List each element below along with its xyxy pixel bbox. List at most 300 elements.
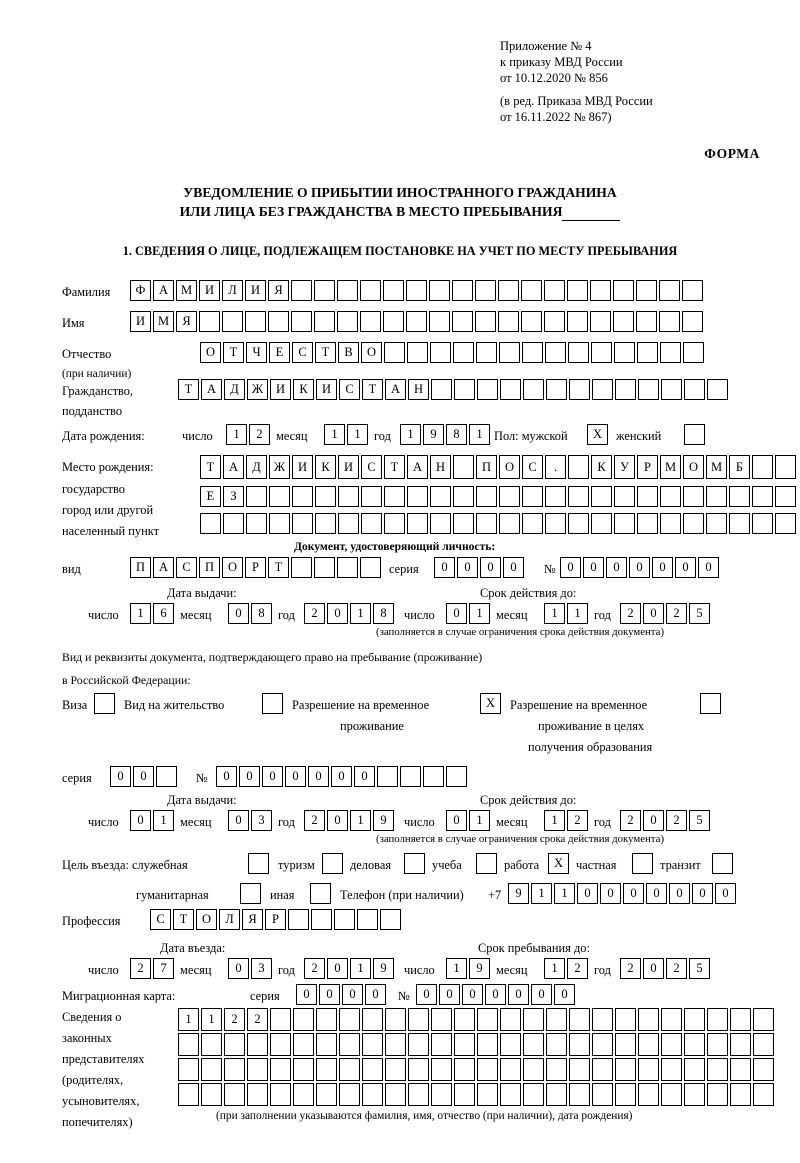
- char-cell[interactable]: [523, 379, 544, 400]
- char-cell[interactable]: Ж: [247, 379, 268, 400]
- char-cell[interactable]: [522, 513, 543, 534]
- char-cell[interactable]: [178, 1058, 199, 1081]
- char-cell[interactable]: [429, 311, 450, 332]
- char-cell[interactable]: [322, 853, 343, 874]
- field-doc-seriya[interactable]: [434, 557, 524, 578]
- field-doc-vid[interactable]: [130, 557, 381, 578]
- field-doc-valid-year[interactable]: [620, 603, 710, 624]
- char-cell[interactable]: [613, 280, 634, 301]
- char-cell[interactable]: 1: [469, 603, 490, 624]
- char-cell[interactable]: [452, 280, 473, 301]
- char-cell[interactable]: [404, 853, 425, 874]
- char-cell[interactable]: [384, 342, 405, 363]
- char-cell[interactable]: [476, 342, 497, 363]
- char-cell[interactable]: К: [315, 455, 336, 479]
- char-cell[interactable]: Т: [268, 557, 289, 578]
- char-cell[interactable]: .: [545, 455, 566, 479]
- char-cell[interactable]: 0: [643, 810, 664, 831]
- char-cell[interactable]: [316, 1058, 337, 1081]
- char-cell[interactable]: 5: [689, 603, 710, 624]
- char-cell[interactable]: 2: [620, 603, 641, 624]
- char-cell[interactable]: [775, 486, 796, 507]
- char-cell[interactable]: [661, 1083, 682, 1106]
- char-cell[interactable]: [362, 1083, 383, 1106]
- char-cell[interactable]: [377, 766, 398, 787]
- char-cell[interactable]: [314, 280, 335, 301]
- char-cell[interactable]: [567, 311, 588, 332]
- char-cell[interactable]: [269, 486, 290, 507]
- char-cell[interactable]: 0: [239, 766, 260, 787]
- field-birth-year[interactable]: [400, 424, 490, 445]
- char-cell[interactable]: [334, 909, 355, 930]
- checkbox-rvp-obr[interactable]: [700, 693, 721, 714]
- char-cell[interactable]: О: [683, 455, 704, 479]
- char-cell[interactable]: [454, 1083, 475, 1106]
- char-cell[interactable]: 0: [228, 958, 249, 979]
- char-cell[interactable]: К: [591, 455, 612, 479]
- char-cell[interactable]: [498, 280, 519, 301]
- char-cell[interactable]: [316, 1083, 337, 1106]
- char-cell[interactable]: Д: [246, 455, 267, 479]
- char-cell[interactable]: У: [614, 455, 635, 479]
- char-cell[interactable]: А: [385, 379, 406, 400]
- char-cell[interactable]: [246, 486, 267, 507]
- char-cell[interactable]: 2: [224, 1008, 245, 1031]
- char-cell[interactable]: [521, 280, 542, 301]
- char-cell[interactable]: Р: [265, 909, 286, 930]
- char-cell[interactable]: Ч: [246, 342, 267, 363]
- char-cell[interactable]: [362, 1033, 383, 1056]
- field-mk-nomer[interactable]: [416, 984, 575, 1005]
- char-cell[interactable]: [339, 1058, 360, 1081]
- char-cell[interactable]: [408, 1058, 429, 1081]
- char-cell[interactable]: [591, 513, 612, 534]
- field-grazhdanstvo[interactable]: [178, 379, 728, 400]
- char-cell[interactable]: С: [292, 342, 313, 363]
- char-cell[interactable]: С: [361, 455, 382, 479]
- char-cell[interactable]: [178, 1033, 199, 1056]
- field-representatives-line2[interactable]: [178, 1033, 774, 1056]
- field-birthplace-line3[interactable]: [200, 513, 796, 534]
- char-cell[interactable]: 0: [652, 557, 673, 578]
- char-cell[interactable]: Б: [729, 455, 750, 479]
- char-cell[interactable]: [682, 280, 703, 301]
- char-cell[interactable]: 0: [130, 810, 151, 831]
- char-cell[interactable]: [569, 1058, 590, 1081]
- char-cell[interactable]: [546, 1033, 567, 1056]
- char-cell[interactable]: 0: [646, 883, 667, 904]
- char-cell[interactable]: [247, 1058, 268, 1081]
- char-cell[interactable]: Е: [269, 342, 290, 363]
- char-cell[interactable]: [707, 1033, 728, 1056]
- char-cell[interactable]: 0: [262, 766, 283, 787]
- char-cell[interactable]: [730, 1008, 751, 1031]
- char-cell[interactable]: М: [176, 280, 197, 301]
- char-cell[interactable]: Я: [176, 311, 197, 332]
- char-cell[interactable]: М: [153, 311, 174, 332]
- char-cell[interactable]: 2: [304, 810, 325, 831]
- char-cell[interactable]: [775, 513, 796, 534]
- char-cell[interactable]: [682, 311, 703, 332]
- char-cell[interactable]: [430, 342, 451, 363]
- char-cell[interactable]: 2: [666, 810, 687, 831]
- char-cell[interactable]: [569, 1033, 590, 1056]
- char-cell[interactable]: [706, 486, 727, 507]
- char-cell[interactable]: [546, 1083, 567, 1106]
- char-cell[interactable]: [499, 486, 520, 507]
- char-cell[interactable]: А: [201, 379, 222, 400]
- char-cell[interactable]: [636, 280, 657, 301]
- char-cell[interactable]: [310, 883, 331, 904]
- char-cell[interactable]: 1: [350, 810, 371, 831]
- char-cell[interactable]: Л: [219, 909, 240, 930]
- char-cell[interactable]: О: [200, 342, 221, 363]
- field-doc-valid-month[interactable]: [544, 603, 588, 624]
- char-cell[interactable]: 0: [327, 603, 348, 624]
- char-cell[interactable]: 0: [480, 557, 501, 578]
- char-cell[interactable]: [337, 280, 358, 301]
- char-cell[interactable]: [201, 1033, 222, 1056]
- char-cell[interactable]: 1: [226, 424, 247, 445]
- char-cell[interactable]: [339, 1033, 360, 1056]
- char-cell[interactable]: 1: [469, 424, 490, 445]
- char-cell[interactable]: [337, 311, 358, 332]
- char-cell[interactable]: [613, 311, 634, 332]
- char-cell[interactable]: [545, 342, 566, 363]
- char-cell[interactable]: [407, 513, 428, 534]
- field-perm-seriya[interactable]: [110, 766, 177, 787]
- char-cell[interactable]: 0: [531, 984, 552, 1005]
- field-perm-nomer[interactable]: [216, 766, 467, 787]
- char-cell[interactable]: [380, 909, 401, 930]
- char-cell[interactable]: [591, 342, 612, 363]
- char-cell[interactable]: [659, 311, 680, 332]
- char-cell[interactable]: 0: [133, 766, 154, 787]
- char-cell[interactable]: А: [407, 455, 428, 479]
- char-cell[interactable]: [315, 486, 336, 507]
- char-cell[interactable]: [521, 311, 542, 332]
- char-cell[interactable]: [661, 1033, 682, 1056]
- char-cell[interactable]: [224, 1083, 245, 1106]
- char-cell[interactable]: [569, 1008, 590, 1031]
- char-cell[interactable]: [338, 513, 359, 534]
- char-cell[interactable]: [712, 853, 733, 874]
- char-cell[interactable]: 1: [350, 603, 371, 624]
- char-cell[interactable]: [314, 311, 335, 332]
- char-cell[interactable]: [569, 379, 590, 400]
- char-cell[interactable]: [362, 1008, 383, 1031]
- char-cell[interactable]: [454, 379, 475, 400]
- char-cell[interactable]: 1: [400, 424, 421, 445]
- char-cell[interactable]: [592, 1058, 613, 1081]
- char-cell[interactable]: 1: [544, 603, 565, 624]
- checkbox-purpose-delovaya[interactable]: [404, 853, 425, 874]
- char-cell[interactable]: 0: [327, 810, 348, 831]
- char-cell[interactable]: [199, 311, 220, 332]
- char-cell[interactable]: [700, 693, 721, 714]
- char-cell[interactable]: 0: [462, 984, 483, 1005]
- char-cell[interactable]: 2: [249, 424, 270, 445]
- char-cell[interactable]: [385, 1058, 406, 1081]
- char-cell[interactable]: Т: [315, 342, 336, 363]
- char-cell[interactable]: [636, 311, 657, 332]
- char-cell[interactable]: 2: [620, 810, 641, 831]
- char-cell[interactable]: Ф: [130, 280, 151, 301]
- char-cell[interactable]: [476, 513, 497, 534]
- char-cell[interactable]: 2: [567, 810, 588, 831]
- char-cell[interactable]: 2: [620, 958, 641, 979]
- char-cell[interactable]: Т: [200, 455, 221, 479]
- char-cell[interactable]: [475, 311, 496, 332]
- char-cell[interactable]: [431, 1033, 452, 1056]
- char-cell[interactable]: [454, 1008, 475, 1031]
- field-birthplace-line1[interactable]: [200, 455, 796, 479]
- field-perm-valid-day[interactable]: [446, 810, 490, 831]
- char-cell[interactable]: 2: [666, 603, 687, 624]
- char-cell[interactable]: [591, 486, 612, 507]
- field-entry-year[interactable]: [304, 958, 394, 979]
- char-cell[interactable]: 0: [446, 810, 467, 831]
- char-cell[interactable]: [568, 486, 589, 507]
- char-cell[interactable]: [753, 1058, 774, 1081]
- char-cell[interactable]: [288, 909, 309, 930]
- char-cell[interactable]: 0: [508, 984, 529, 1005]
- char-cell[interactable]: [590, 311, 611, 332]
- char-cell[interactable]: [247, 1083, 268, 1106]
- char-cell[interactable]: 9: [423, 424, 444, 445]
- char-cell[interactable]: 0: [308, 766, 329, 787]
- char-cell[interactable]: [431, 379, 452, 400]
- char-cell[interactable]: [430, 486, 451, 507]
- char-cell[interactable]: А: [223, 455, 244, 479]
- char-cell[interactable]: 0: [457, 557, 478, 578]
- char-cell[interactable]: [615, 379, 636, 400]
- char-cell[interactable]: К: [293, 379, 314, 400]
- char-cell[interactable]: [661, 379, 682, 400]
- char-cell[interactable]: [498, 311, 519, 332]
- char-cell[interactable]: [660, 342, 681, 363]
- char-cell[interactable]: [223, 513, 244, 534]
- char-cell[interactable]: X: [480, 693, 501, 714]
- field-stay-day[interactable]: [446, 958, 490, 979]
- char-cell[interactable]: Л: [222, 280, 243, 301]
- char-cell[interactable]: [406, 311, 427, 332]
- char-cell[interactable]: [614, 486, 635, 507]
- char-cell[interactable]: 9: [508, 883, 529, 904]
- char-cell[interactable]: 1: [324, 424, 345, 445]
- char-cell[interactable]: [316, 1033, 337, 1056]
- char-cell[interactable]: 1: [469, 810, 490, 831]
- char-cell[interactable]: Р: [245, 557, 266, 578]
- char-cell[interactable]: [245, 311, 266, 332]
- char-cell[interactable]: 3: [251, 810, 272, 831]
- char-cell[interactable]: [338, 486, 359, 507]
- char-cell[interactable]: [453, 342, 474, 363]
- char-cell[interactable]: [383, 311, 404, 332]
- char-cell[interactable]: 3: [251, 958, 272, 979]
- char-cell[interactable]: [431, 1083, 452, 1106]
- char-cell[interactable]: Я: [268, 280, 289, 301]
- field-representatives-line3[interactable]: [178, 1058, 774, 1081]
- char-cell[interactable]: С: [176, 557, 197, 578]
- char-cell[interactable]: [384, 486, 405, 507]
- char-cell[interactable]: 0: [446, 603, 467, 624]
- char-cell[interactable]: [477, 1083, 498, 1106]
- char-cell[interactable]: [222, 311, 243, 332]
- field-doc-valid-day[interactable]: [446, 603, 490, 624]
- char-cell[interactable]: 0: [503, 557, 524, 578]
- char-cell[interactable]: [638, 379, 659, 400]
- char-cell[interactable]: [500, 1033, 521, 1056]
- char-cell[interactable]: X: [548, 853, 569, 874]
- char-cell[interactable]: 0: [342, 984, 363, 1005]
- char-cell[interactable]: [360, 280, 381, 301]
- field-imya[interactable]: [130, 311, 703, 332]
- char-cell[interactable]: [614, 513, 635, 534]
- char-cell[interactable]: [753, 1083, 774, 1106]
- char-cell[interactable]: Т: [178, 379, 199, 400]
- char-cell[interactable]: И: [245, 280, 266, 301]
- char-cell[interactable]: П: [130, 557, 151, 578]
- char-cell[interactable]: 0: [554, 984, 575, 1005]
- char-cell[interactable]: [684, 379, 705, 400]
- char-cell[interactable]: [293, 1058, 314, 1081]
- char-cell[interactable]: 1: [178, 1008, 199, 1031]
- field-professiya[interactable]: [150, 909, 401, 930]
- char-cell[interactable]: [357, 909, 378, 930]
- char-cell[interactable]: [544, 280, 565, 301]
- char-cell[interactable]: 0: [110, 766, 131, 787]
- char-cell[interactable]: И: [338, 455, 359, 479]
- char-cell[interactable]: И: [199, 280, 220, 301]
- char-cell[interactable]: 1: [531, 883, 552, 904]
- char-cell[interactable]: И: [270, 379, 291, 400]
- char-cell[interactable]: [431, 1008, 452, 1031]
- char-cell[interactable]: 1: [544, 810, 565, 831]
- checkbox-purpose-rabota[interactable]: [548, 853, 569, 874]
- char-cell[interactable]: 1: [544, 958, 565, 979]
- char-cell[interactable]: [291, 280, 312, 301]
- char-cell[interactable]: [269, 513, 290, 534]
- char-cell[interactable]: [361, 513, 382, 534]
- char-cell[interactable]: Е: [200, 486, 221, 507]
- char-cell[interactable]: [292, 513, 313, 534]
- char-cell[interactable]: 0: [216, 766, 237, 787]
- char-cell[interactable]: 1: [201, 1008, 222, 1031]
- char-cell[interactable]: [592, 379, 613, 400]
- char-cell[interactable]: [360, 311, 381, 332]
- char-cell[interactable]: [475, 280, 496, 301]
- char-cell[interactable]: [293, 1008, 314, 1031]
- char-cell[interactable]: [500, 1008, 521, 1031]
- char-cell[interactable]: 0: [331, 766, 352, 787]
- char-cell[interactable]: [638, 1008, 659, 1031]
- char-cell[interactable]: 0: [485, 984, 506, 1005]
- char-cell[interactable]: 0: [675, 557, 696, 578]
- char-cell[interactable]: И: [130, 311, 151, 332]
- char-cell[interactable]: 0: [692, 883, 713, 904]
- char-cell[interactable]: 1: [567, 603, 588, 624]
- char-cell[interactable]: [729, 486, 750, 507]
- char-cell[interactable]: [546, 1008, 567, 1031]
- char-cell[interactable]: 2: [567, 958, 588, 979]
- char-cell[interactable]: 2: [304, 958, 325, 979]
- char-cell[interactable]: 0: [228, 603, 249, 624]
- char-cell[interactable]: [499, 513, 520, 534]
- field-mk-seriya[interactable]: [296, 984, 386, 1005]
- char-cell[interactable]: О: [499, 455, 520, 479]
- char-cell[interactable]: 0: [669, 883, 690, 904]
- char-cell[interactable]: 0: [365, 984, 386, 1005]
- char-cell[interactable]: 0: [560, 557, 581, 578]
- char-cell[interactable]: М: [706, 455, 727, 479]
- char-cell[interactable]: [476, 853, 497, 874]
- char-cell[interactable]: [500, 1058, 521, 1081]
- char-cell[interactable]: [431, 1058, 452, 1081]
- field-stay-year[interactable]: [620, 958, 710, 979]
- char-cell[interactable]: [362, 1058, 383, 1081]
- char-cell[interactable]: [707, 1058, 728, 1081]
- char-cell[interactable]: 0: [606, 557, 627, 578]
- char-cell[interactable]: [707, 379, 728, 400]
- char-cell[interactable]: [632, 853, 653, 874]
- char-cell[interactable]: [361, 486, 382, 507]
- char-cell[interactable]: [423, 766, 444, 787]
- char-cell[interactable]: [615, 1008, 636, 1031]
- char-cell[interactable]: [590, 280, 611, 301]
- char-cell[interactable]: [224, 1058, 245, 1081]
- field-telefon[interactable]: [508, 883, 736, 904]
- char-cell[interactable]: [753, 1033, 774, 1056]
- char-cell[interactable]: [385, 1083, 406, 1106]
- char-cell[interactable]: 0: [434, 557, 455, 578]
- char-cell[interactable]: [522, 486, 543, 507]
- char-cell[interactable]: [522, 342, 543, 363]
- char-cell[interactable]: [730, 1058, 751, 1081]
- char-cell[interactable]: 1: [350, 958, 371, 979]
- char-cell[interactable]: 6: [153, 603, 174, 624]
- char-cell[interactable]: 9: [373, 958, 394, 979]
- char-cell[interactable]: [454, 1058, 475, 1081]
- field-entry-day[interactable]: [130, 958, 174, 979]
- char-cell[interactable]: А: [153, 280, 174, 301]
- char-cell[interactable]: 0: [416, 984, 437, 1005]
- char-cell[interactable]: 8: [373, 603, 394, 624]
- char-cell[interactable]: [240, 883, 261, 904]
- field-perm-valid-year[interactable]: [620, 810, 710, 831]
- checkbox-rvp[interactable]: [480, 693, 501, 714]
- field-doc-nomer[interactable]: [560, 557, 719, 578]
- field-perm-issue-month[interactable]: [228, 810, 272, 831]
- char-cell[interactable]: [730, 1033, 751, 1056]
- char-cell[interactable]: [339, 1008, 360, 1031]
- checkbox-viza[interactable]: [94, 693, 115, 714]
- char-cell[interactable]: [567, 280, 588, 301]
- char-cell[interactable]: [385, 1008, 406, 1031]
- char-cell[interactable]: [383, 280, 404, 301]
- char-cell[interactable]: [752, 455, 773, 479]
- char-cell[interactable]: [523, 1008, 544, 1031]
- char-cell[interactable]: [637, 486, 658, 507]
- char-cell[interactable]: П: [476, 455, 497, 479]
- char-cell[interactable]: [429, 280, 450, 301]
- char-cell[interactable]: [684, 1033, 705, 1056]
- char-cell[interactable]: [384, 513, 405, 534]
- char-cell[interactable]: [453, 513, 474, 534]
- char-cell[interactable]: [270, 1008, 291, 1031]
- char-cell[interactable]: [454, 1033, 475, 1056]
- char-cell[interactable]: Н: [408, 379, 429, 400]
